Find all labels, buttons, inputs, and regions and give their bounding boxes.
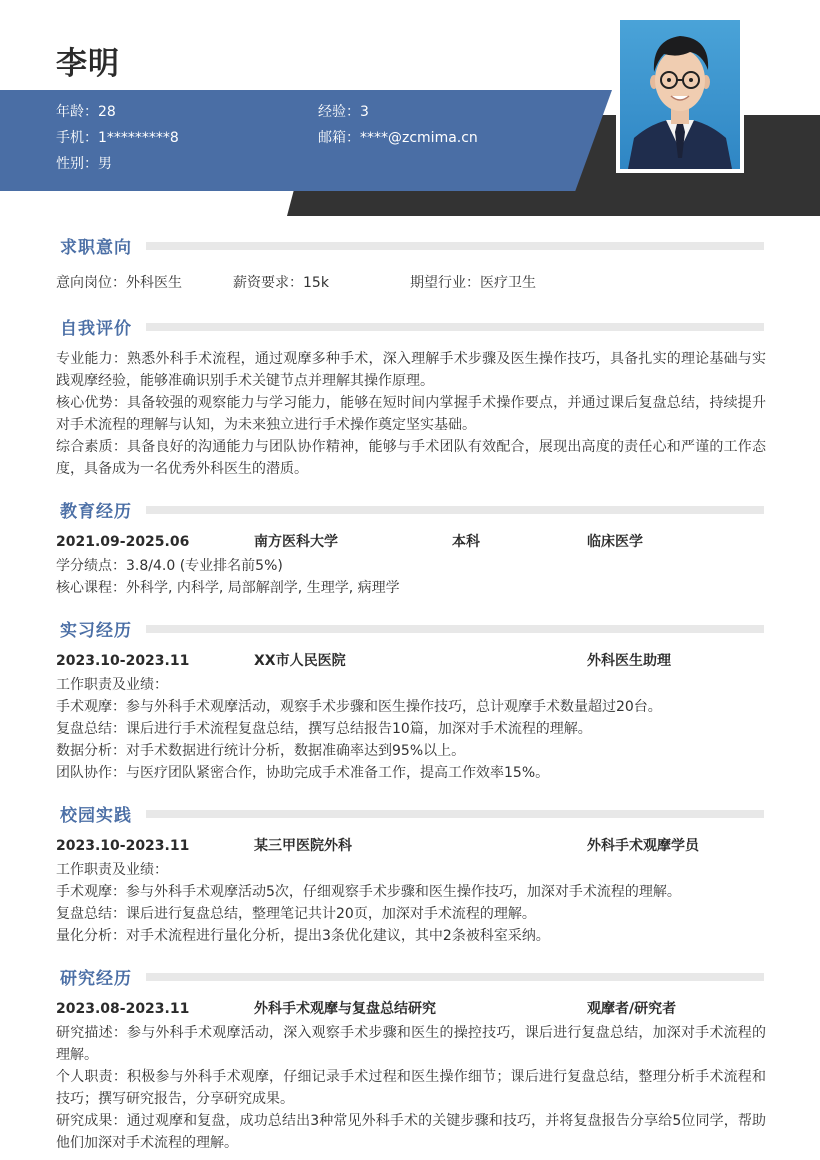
internship-line: 手术观摩：参与外科手术观摩活动，观察手术步骤和医生操作技巧，总计观摩手术数量超过20台。 xyxy=(56,699,662,715)
section-title: 研究经历 xyxy=(60,969,132,989)
research-project: 外科手术观摩与复盘总结研究 xyxy=(254,1001,436,1017)
education-period: 2021.09-2025.06 xyxy=(56,534,190,550)
section-title: 自我评价 xyxy=(60,319,132,339)
intended-position: 意向岗位：外科医生 xyxy=(56,275,182,291)
experience-field: 经验：3 xyxy=(318,104,369,120)
expected-industry: 期望行业：医疗卫生 xyxy=(410,275,536,291)
section-divider xyxy=(146,242,764,250)
section-research xyxy=(56,964,764,990)
internship-line: 工作职责及业绩： xyxy=(56,677,168,693)
email-field: 邮箱：****@zcmima.cn xyxy=(318,130,478,146)
research-header-row xyxy=(56,998,766,1020)
internship-period: 2023.10-2023.11 xyxy=(56,653,190,669)
research-period: 2023.08-2023.11 xyxy=(56,1001,190,1017)
campus-period: 2023.10-2023.11 xyxy=(56,838,190,854)
campus-line: 复盘总结：课后进行复盘总结，整理笔记共计20页，加深对手术流程的理解。 xyxy=(56,906,536,922)
research-role: 观摩者/研究者 xyxy=(587,1001,677,1017)
candidate-name: 李明 xyxy=(56,46,120,82)
campus-line: 手术观摩：参与外科手术观摩活动5次，仔细观察手术步骤和医生操作技巧，加深对手术流程的理解。 xyxy=(56,884,681,900)
section-title: 教育经历 xyxy=(60,502,132,522)
internship-line: 数据分析：对手术数据进行统计分析，数据准确率达到95%以上。 xyxy=(56,743,466,759)
gender-field: 性别：男 xyxy=(56,156,112,172)
internship-org: XX市人民医院 xyxy=(254,653,346,669)
section-job-intention xyxy=(56,233,764,259)
section-internship xyxy=(56,616,764,642)
section-campus xyxy=(56,801,764,827)
research-paragraph: 研究描述：参与外科手术观摩活动，深入观察手术步骤和医生的操控技巧，课后进行复盘总结，加深对手术流程的理解。 xyxy=(56,1025,766,1063)
education-header-row xyxy=(56,531,766,553)
campus-line: 工作职责及业绩： xyxy=(56,862,168,878)
internship-line: 团队协作：与医疗团队紧密合作，协助完成手术准备工作，提高工作效率15%。 xyxy=(56,765,550,781)
age-field: 年龄：28 xyxy=(56,104,116,120)
education-line: 学分绩点：3.8/4.0 (专业排名前5%) xyxy=(56,558,283,574)
research-paragraph: 个人职责：积极参与外科手术观摩，仔细记录手术过程和医生操作细节；课后进行复盘总结，整理分析手术流程和技巧；撰写研究报告，分享研究成果。 xyxy=(56,1069,766,1107)
research-paragraph: 研究成果：通过观摩和复盘，成功总结出3种常见外科手术的关键步骤和技巧，并将复盘报告分享给5位同学，帮助他们加深对手术流程的理解。 xyxy=(56,1113,766,1151)
section-divider xyxy=(146,625,764,633)
profile-photo xyxy=(620,20,740,169)
section-title: 校园实践 xyxy=(60,806,132,826)
internship-role: 外科医生助理 xyxy=(587,653,671,669)
degree: 本科 xyxy=(452,534,480,550)
salary-expectation: 薪资要求：15k xyxy=(233,275,329,291)
section-divider xyxy=(146,323,764,331)
section-title: 求职意向 xyxy=(60,238,132,258)
phone-field: 手机：1*********8 xyxy=(56,130,179,146)
internship-header-row xyxy=(56,650,766,672)
campus-header-row xyxy=(56,835,766,857)
campus-org: 某三甲医院外科 xyxy=(254,838,352,854)
section-education xyxy=(56,497,764,523)
education-line: 核心课程：外科学, 内科学, 局部解剖学, 生理学, 病理学 xyxy=(56,580,400,596)
self-eval-paragraph: 综合素质：具备良好的沟通能力与团队协作精神，能够与手术团队有效配合，展现出高度的责任心和严谨的工作态度，具备成为一名优秀外科医生的潜质。 xyxy=(56,439,766,477)
section-title: 实习经历 xyxy=(60,621,132,641)
section-divider xyxy=(146,506,764,514)
section-self-evaluation xyxy=(56,314,764,340)
section-divider xyxy=(146,810,764,818)
internship-line: 复盘总结：课后进行手术流程复盘总结，撰写总结报告10篇，加深对手术流程的理解。 xyxy=(56,721,592,737)
self-eval-paragraph: 专业能力：熟悉外科手术流程，通过观摩多种手术，深入理解手术步骤及医生操作技巧，具备扎实的理论基础与实践观摩经验，能够准确识别手术关键节点并理解其操作原理。 xyxy=(56,351,766,389)
major: 临床医学 xyxy=(587,534,643,550)
school-name: 南方医科大学 xyxy=(254,534,338,550)
campus-line: 量化分析：对手术流程进行量化分析，提出3条优化建议，其中2条被科室采纳。 xyxy=(56,928,550,944)
section-divider xyxy=(146,973,764,981)
campus-role: 外科手术观摩学员 xyxy=(587,838,699,854)
self-eval-paragraph: 核心优势：具备较强的观察能力与学习能力，能够在短时间内掌握手术操作要点，并通过课后复盘总结，持续提升对手术流程的理解与认知，为未来独立进行手术操作奠定坚实基础。 xyxy=(56,395,766,433)
